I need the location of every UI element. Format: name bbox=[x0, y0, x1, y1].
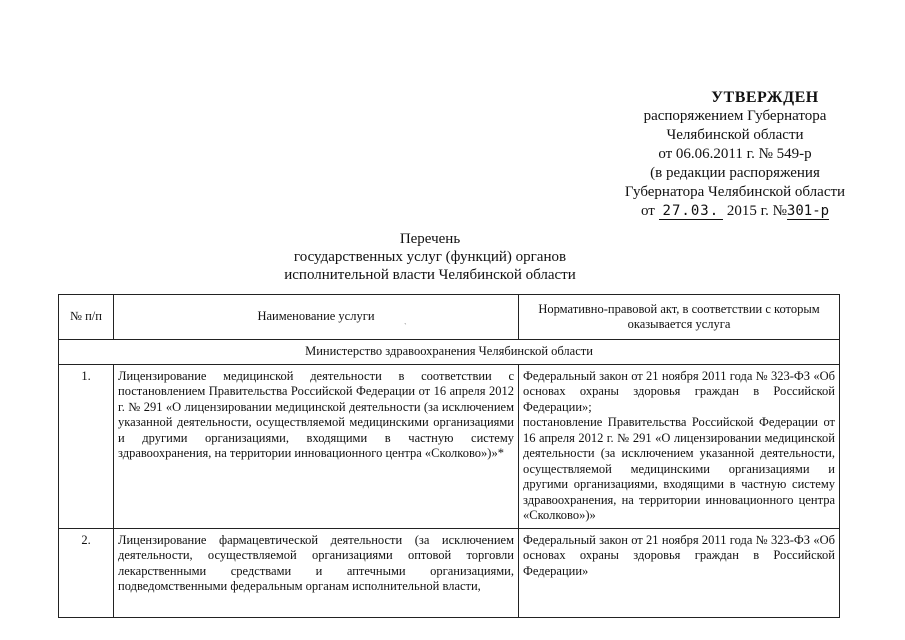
approval-line-2: Челябинской области bbox=[666, 127, 804, 143]
approval-line-3: от 06.06.2011 г. № 549-р bbox=[658, 146, 812, 162]
services-table bbox=[58, 294, 840, 618]
approval-line-4: (в редакции распоряжения bbox=[650, 165, 820, 181]
document-heading bbox=[250, 230, 610, 284]
approval-line-1: распоряжением Губернатора bbox=[643, 108, 827, 124]
section-row bbox=[59, 340, 840, 365]
heading-line-1: Перечень bbox=[399, 231, 461, 247]
approval-block bbox=[600, 88, 870, 221]
row-act-part-1: Федеральный закон от 21 ноября 2011 года № 323-ФЗ «Об основах охраны здоровья граждан в Российской Федерации»; bbox=[523, 368, 835, 414]
row-act bbox=[519, 364, 840, 528]
row-act-part-1: Федеральный закон от 21 ноября 2011 года № 323-ФЗ «Об основах охраны здоровья граждан в Российской Федерации» bbox=[523, 532, 835, 578]
header-act: Нормативно-правовой акт, в соответствии с которым оказывается услуга bbox=[519, 295, 840, 340]
approval-line-5: Губернатора Челябинской области bbox=[624, 184, 846, 200]
row-name: Лицензирование медицинской деятельности в соответствии с постановлением Правительства Российской Федерации от 16 апреля 2012 г. № 291 «О лицензировании медицинской деятельности (за исключением указанной деятельности, осуществляемой медицинскими организациями и другими организациями, входящими в частную систему здравоохранения, на территории инновационного центра «Сколково»)»* bbox=[114, 364, 519, 528]
table-row bbox=[59, 528, 840, 617]
header-name: Наименование услуги bbox=[114, 295, 519, 340]
date-prefix: от bbox=[640, 203, 655, 219]
row-act-part-2: постановление Правительства Российской Федерации от 16 апреля 2012 г. № 291 «О лицензировании медицинской деятельности (за исключением указанной деятельности, осуществляемой медицинскими организациями и другими организациями, входящими в частную систему здравоохранения, на территории инновационного центра «Сколково»)» bbox=[523, 415, 835, 522]
row-act bbox=[519, 528, 840, 617]
scan-mark: ` bbox=[404, 322, 407, 331]
row-num: 1. bbox=[59, 364, 114, 528]
handwritten-date: 27.03. bbox=[659, 203, 724, 220]
section-title: Министерство здравоохранения Челябинской области bbox=[59, 340, 840, 365]
handwritten-number: 301-р bbox=[786, 203, 830, 219]
table-row bbox=[59, 364, 840, 528]
row-name: Лицензирование фармацевтической деятельности (за исключением деятельности, осуществляемой организациями оптовой торговли лекарственными средствами и аптечными организациями, подведомственными федеральным органам исполнительной власти, bbox=[114, 528, 519, 617]
heading-line-3: исполнительной власти Челябинской области bbox=[284, 267, 576, 283]
date-year: 2015 г. № bbox=[726, 203, 787, 219]
approval-title: УТВЕРЖДЕН bbox=[711, 89, 819, 106]
heading-line-2: государственных услуг (функций) органов bbox=[293, 249, 567, 265]
header-num: № п/п bbox=[59, 295, 114, 340]
row-num: 2. bbox=[59, 528, 114, 617]
approval-date-line bbox=[600, 202, 870, 221]
table-header-row bbox=[59, 295, 840, 340]
